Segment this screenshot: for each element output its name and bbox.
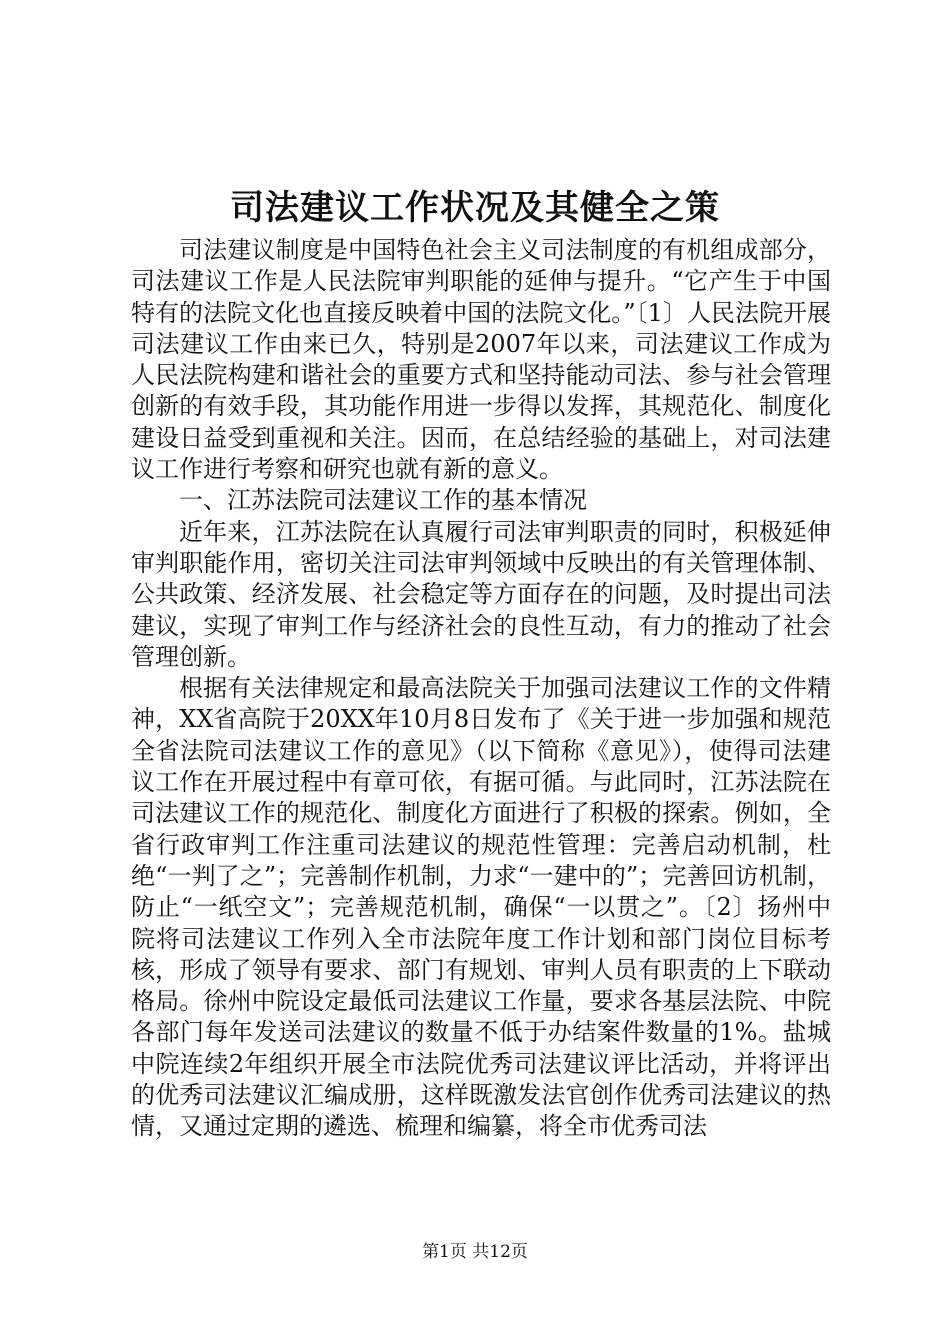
section-heading: 一、江苏法院司法建议工作的基本情况 [179,486,587,515]
document-title: 司法建议工作状况及其健全之策 [230,188,720,228]
paragraph-regulations: 根据有关法律规定和最高法院关于加强司法建议工作的文件精神，XX省高院于20XX年10月8日发布了《关于进一步加强和规范全省法院司法建议工作的意见》（以下简称《意见》），使得司法建议工作在开展过程中有章可依，有据可循。与此同时，江苏法院在司法建议工作的规范化、制度化方面进行了积极的探索。例如，全省行政审判工作注重司法建议的规范性管理：完善启动机制，杜绝“一判了之”；完善制作机制，力求“一建中的”；完善回访机制，防止“一纸空文”；完善规范机制，确保“一以贯之”。〔2〕扬州中院将司法建议工作列入全市法院年度工作计划和部门岗位目标考核，形成了领导有要求、部门有规划、审判人员有职责的上下联动格局。徐州中院设定最低司法建议工作量，要求各基层法院、中院各部门每年发送司法建议的数量不低于办结案件数量的1%。盐城中院连续2年组织开展全市法院优秀司法建议评比活动，并将评出的优秀司法建议汇编成册，这样既激发法官创作优秀司法建议的热情，又通过定期的遴选、梳理和编纂，将全市优秀司法 [131,674,831,1141]
document-body [131,235,831,1143]
page-number-footer: 第1页 共12页 [422,1242,528,1262]
paragraph-intro: 司法建议制度是中国特色社会主义司法制度的有机组成部分，司法建议工作是人民法院审判职能的延伸与提升。“它产生于中国特有的法院文化也直接反映着中国的法院文化。”〔1〕人民法院开展司法建议工作由来已久，特别是2007年以来，司法建议工作成为人民法院构建和谐社会的重要方式和坚持能动司法、参与社会管理创新的有效手段，其功能作用进一步得以发挥，其规范化、制度化建设日益受到重视和关注。因而，在总结经验的基础上，对司法建议工作进行考察和研究也就有新的意义。 [131,236,831,484]
paragraph-overview: 近年来，江苏法院在认真履行司法审判职责的同时，积极延伸审判职能作用，密切关注司法审判领域中反映出的有关管理体制、公共政策、经济发展、社会稳定等方面存在的问题，及时提出司法建议，实现了审判工作与经济社会的良性互动，有力的推动了社会管理创新。 [131,517,831,671]
